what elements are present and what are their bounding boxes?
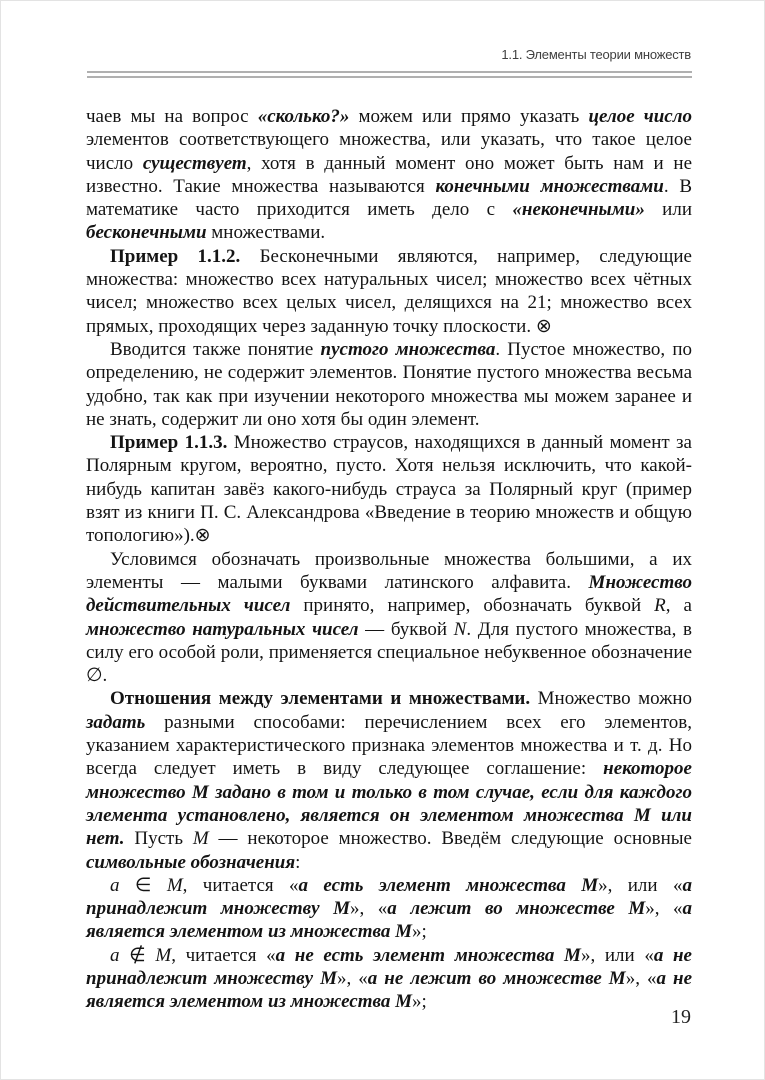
text-run: «сколько?» <box>257 106 350 127</box>
text-run: . Пустое множество, по определению, не содержит элементов. Понятие пустого множества весьма удобно, так как при изучении некоторого множества мы можем заранее и не знать, содержит ли оно хотя бы один элемент. <box>86 338 692 430</box>
text-run: N <box>453 618 467 640</box>
text-run: , читается « <box>182 874 299 896</box>
text-run: », « <box>336 967 368 989</box>
text-run: или <box>644 199 692 221</box>
paragraph <box>86 105 692 245</box>
text-run: a является элементом из множества M <box>86 898 693 943</box>
text-run: »; <box>412 991 427 1013</box>
text-run: M <box>192 828 209 850</box>
text-run: . В математике часто приходится иметь дело с <box>86 175 692 221</box>
paragraph <box>86 431 692 547</box>
text-run: , хотя в данный момент оно может быть нам и не известно. Такие множества называются <box>86 152 692 197</box>
text-run: Отношения между элементами и множествами. <box>110 688 531 710</box>
text-run: элементов соответствующего множества, или указать, что такое целое число <box>86 129 692 174</box>
text-run: можем или прямо указать <box>349 106 589 127</box>
paragraph <box>86 874 692 944</box>
text-run: », или « <box>580 944 654 966</box>
text-run: чаев мы на вопрос <box>86 106 258 127</box>
text-run: — буквой <box>358 618 454 640</box>
text-run: », или « <box>598 874 683 896</box>
text-run: Бесконечными являются, например, следующие множества: множество всех натуральных чисел; множество всех чётных чисел; множество всех целых чисел, делящихся на 21; множество всех прямых, проходящих через заданную точку плоскости. ⊗ <box>86 245 692 337</box>
text-run: Множество страусов, находящихся в данный момент за Полярным кругом, вероятно, пусто. Хотя нельзя исключить, что какой-нибудь капитан завёз какого-нибудь страуса за Полярный круг (пример взят из книги П. С. Александрова «Введение в теорию множеств и общую топологию»).⊗ <box>86 432 692 547</box>
text-run: R <box>654 595 666 617</box>
text-run: a не принадлежит множеству M <box>86 944 692 989</box>
text-run: множество натуральных чисел <box>86 618 359 640</box>
text-run: некоторое множество M задано в том и только в том случае, если для каждого элемента установлено, является он элементом множества M или нет. <box>86 758 692 850</box>
text-run: . Для пустого множества, в силу его особой роли, применяется специальное небуквенное обозначение ∅. <box>86 618 692 687</box>
double-rule <box>87 71 692 78</box>
text-run: — некоторое множество. Введём следующие основные <box>208 828 692 850</box>
text-run: Пусть <box>124 828 193 850</box>
text-run: символьные обозначения <box>86 851 296 873</box>
text-run: Вводится также понятие <box>110 338 321 360</box>
text-run: a <box>110 874 120 896</box>
text-run: «неконечными» <box>512 199 645 221</box>
text-run: Множество можно <box>530 688 692 710</box>
text-run: конечными множествами <box>435 175 664 197</box>
text-run: множествами. <box>206 222 326 244</box>
text-run: a <box>110 944 120 966</box>
paragraph <box>86 944 692 1014</box>
text-run: a принадлежит множеству M <box>86 874 692 920</box>
page-body <box>86 105 692 1014</box>
text-run: », « <box>349 898 388 920</box>
text-run: целое число <box>588 106 692 127</box>
text-run: M <box>155 944 172 966</box>
text-run: », « <box>645 898 683 920</box>
page-number: 19 <box>671 1006 691 1028</box>
text-run: ∉ <box>119 944 156 966</box>
text-run: Пример 1.1.2. <box>110 245 241 267</box>
text-run: a не есть элемент множества M <box>275 944 581 966</box>
paragraph <box>86 245 692 338</box>
text-run: », « <box>625 967 657 989</box>
text-run: a лежит во множестве M <box>387 898 646 920</box>
text-run: Условимся обозначать произвольные множества большими, а их элементы — малыми буквами латинского алфавита. <box>86 548 692 593</box>
text-run: задать <box>86 711 146 733</box>
text-run: : <box>295 851 301 873</box>
paragraph <box>86 548 692 688</box>
text-run: , читается « <box>171 944 276 966</box>
paragraph <box>86 687 692 873</box>
text-run: бесконечными <box>86 222 207 244</box>
text-run: ∈ <box>119 874 167 896</box>
text-run: принято, например, обозначать буквой <box>290 595 655 617</box>
text-run: существует <box>142 152 247 174</box>
running-header: 1.1. Элементы теории множеств <box>501 47 691 62</box>
text-run: пустого множества <box>320 338 496 360</box>
text-run: , а <box>665 595 692 617</box>
paragraph <box>86 338 692 431</box>
text-run: a не является элементом из множества M <box>86 967 693 1013</box>
text-run: Пример 1.1.3. <box>110 432 228 454</box>
text-run: a не лежит во множестве M <box>367 967 626 989</box>
text-run: a есть элемент множества M <box>298 874 599 896</box>
text-run: разными способами: перечислением всех его элементов, указанием характеристического признака элементов множества и т. д. Но всегда следует иметь в виду следующее соглашение: <box>86 711 692 780</box>
text-run: M <box>166 874 183 896</box>
text-run: »; <box>412 921 427 943</box>
text-run: Множество действительных чисел <box>86 571 692 617</box>
